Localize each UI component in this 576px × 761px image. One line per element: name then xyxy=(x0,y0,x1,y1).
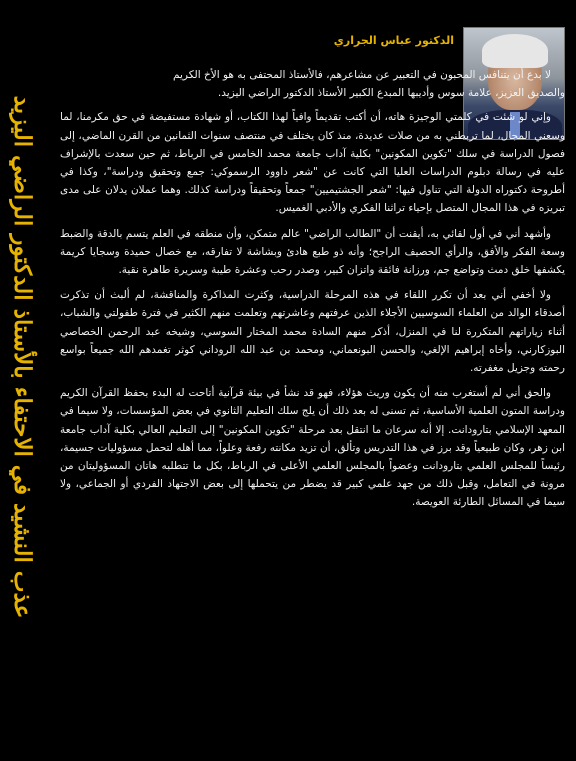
paragraph-4: ولا أخفي أني بعد أن تكرر اللقاء في هذه المرحلة الدراسية، وكثرت المذاكرة والمناقشة، لم ألبث أن تذكرت أصدقاء الوالد من العلماء السوسيين الأجلاء الذين عرفتهم وعاشرتهم وتعلمت منهم الكثير في فترة طفولتي والشباب، أثناء زياراتهم المتكررة لنا في المنزل، أذكر منهم السادة محمد المختار السوسي، وشيخه عبد الرحمن الخصاصي البوزكارني، وأخاه إبراهيم الإلغي، والحسن البونعماني، ومحمد بن عبد الله الروداني كوثر تغمدهم الله جميعاً بواسع رحمته وجزيل مغفرته. xyxy=(60,289,565,375)
photo-hair xyxy=(482,34,548,68)
paragraph-2: وإني لو شئت في كلمتي الوجيزة هاته، أن أكتب تقديماً وافياً لهذا الكتاب، أو شهادة مستفيضة في حق مكرمنا، لما وسعني المجال، لما تربطني به من صلات عديدة، منذ كان يختلف في منتصف سنوات الثمانين من القرن الماضي، إلى فصول الدراسة في سلك "تكوين المكونين" بكلية آداب جامعة محمد الخامس في الرباط، ثم حين سعدت بالإشراف عليه في رسالة دبلوم الدراسات العليا التي كانت عن "شعر داوود الرسموكي: جمع وتحقيق ودراسة"، وكذا في أطروحة دكتوراه الدولة التي تناول فيها: "شعر الجشتيميين" جمعاً وتحقيقاً ودراسة كذلك. وهما عملان يدلان على مدى تبريزه في هذا المجال المتصل بإحياء تراثنا الفكري والأدبي الغميس. xyxy=(60,111,565,215)
author-name: الدكتور عباس الجراري xyxy=(333,34,454,47)
paragraph-5: والحق أني لم أستغرب منه أن يكون وريث هؤلاء، فهو قد نشأ في بيئة قرآنية أتاحت له البدء بحفظ القرآن الكريم ودراسة المتون العلمية الأساسية، ثم تسنى له بعد ذلك أن يلج سلك التعليم الثانوي في بعض المؤسسات، ولا سيما في المعهد الإسلامي بتارودانت. إلا أنه سرعان ما انتقل بعد مرحلة "تكوين المكونين" إلى التعليم العالي بكلية آداب جامعة ابن زهر، وكان طبيعياً وقد برز في هذا التدريس وتألق، أن تزيد مكانته رفعة وعلواً، مما أهله لتحمل مسؤوليات جسيمة، رئيساً للمجلس العلمي بتارودانت وعضواً بالمجلس العلمي الأعلى في الرباط، بكل ما تتطلبه هاتان المسؤوليتان من مرونة في التعامل، وقبل ذلك من جهد علمي كبير قد يضطر من يتحملها إلى بعض الاجتهاد الفردي أو الجماعي، ولا سيما في المسائل الطارئة العويصة. xyxy=(60,387,565,509)
paragraph-1: لا بدع أن يتنافس المحبون في التعبير عن مشاعرهم، فالأستاذ المحتفى به هو الأخ الكريم والصديق العزيز، علامة سوس وأديبها المبدع الكبير الأستاذ الدكتور الراضي اليزيد. xyxy=(173,69,565,100)
article-body xyxy=(60,66,565,519)
side-title: عذب النشيد في الاحتفاء بالأستاذ الدكتور الراضي اليزيد xyxy=(9,95,36,619)
paragraph-3: وأشهد أني في أول لقائي به، أيقنت أن "الطالب الراضي" عالم متمكن، وأن منطقه في العلم يتسم بالدقة والضبط وسعة الفكر والأفق، والرأي الحصيف الراجح؛ وأنه ذو طبع هادئ وبشاشة لا تفارقه، مع خصال حميدة وسجايا كريمة يكشفها خلق دمث وتواضع جم، ورزانة فائقة واتزان كبير، وصدر رحب وعشرة طيبة وسريرة طاهرة نقية. xyxy=(60,227,565,277)
